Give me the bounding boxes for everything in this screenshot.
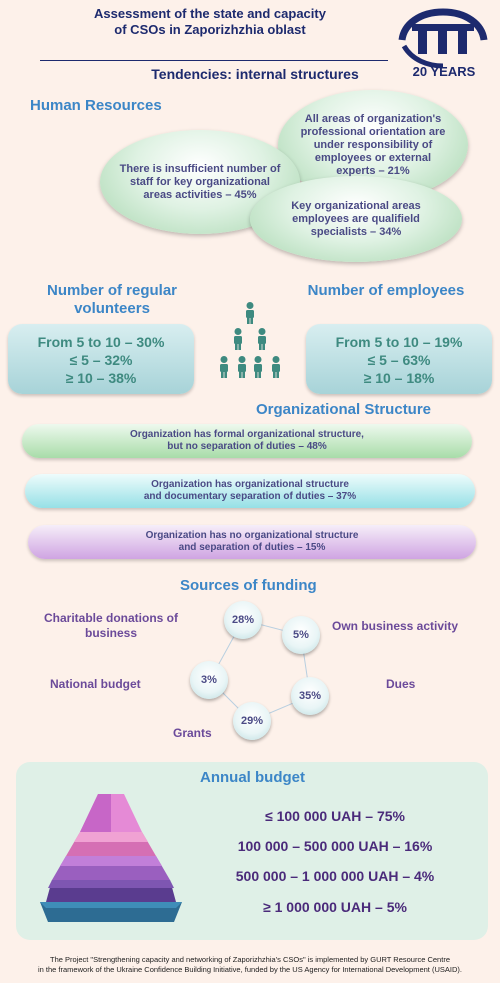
hr-bubble-qualified-text: Key organizational areas employees are qualifield specialists – 34% [291,199,421,238]
org-structure-none-line1: Organization has no organizational structure [145,530,359,541]
gurt-logo [392,6,494,78]
title-divider [40,60,388,61]
org-structure-heading: Organizational Structure [256,401,432,418]
hr-bubble-responsibility-text: All areas of organization's professional orientation are under responsibility of employees or external experts – 21% [300,112,446,177]
employees-stat-5-10: From 5 to 10 – 19% [335,334,463,350]
employees-stat-le5: ≤ 5 – 63% [367,352,431,368]
org-structure-documentary-line1: Organization has organizational structure [151,479,349,490]
page-subtitle: Tendencies: internal structures [151,66,359,82]
funding-charitable-value: 28% [231,614,255,626]
org-structure-none [28,525,476,559]
funding-dues-circle [291,677,329,715]
org-structure-formal-line1: Organization has formal organizational structure, [130,429,364,440]
footer-line-1: The Project "Strengthening capacity and networking of Zaporizhzhia's CSOs" is implemented by GURT Resource Centre [49,955,450,964]
volunteers-stat-5-10: From 5 to 10 – 30% [37,334,165,350]
funding-grants-label: Grants [173,726,212,740]
volunteers-stat-ge10: ≥ 10 – 38% [65,370,137,386]
title-line-2: of CSOs in Zaporizhzhia oblast [114,22,306,37]
funding-grants-value: 29% [240,715,264,727]
funding-dues-value: 35% [298,690,322,702]
volunteers-stat-le5: ≤ 5 – 32% [69,352,133,368]
employees-heading: Number of employees [307,282,465,299]
org-structure-none-line2: and separation of duties – 15% [178,542,326,553]
human-resources-heading: Human Resources [30,97,162,114]
funding-own-business-circle [282,616,320,654]
footer-credit [4,955,496,975]
org-structure-documentary [25,474,475,508]
funding-grants-circle [233,702,271,740]
funding-heading: Sources of funding [180,577,317,594]
annual-budget-heading: Annual budget [200,769,305,786]
org-structure-formal-line2: but no separation of duties – 48% [167,441,327,452]
funding-own-business-label: Own business activity [332,619,459,633]
budget-line-lt100k: ≤ 100 000 UAH – 75% [265,808,405,824]
logo-years-text: 20 YEARS [412,64,476,78]
funding-own-business-value: 5% [293,629,309,641]
budget-line-500k-1m: 500 000 – 1 000 000 UAH – 4% [235,868,435,884]
footer-line-2: in the framework of the Ukraine Confidence Building Initiative, funded by the US Agency for International Development (USAID). [38,965,462,974]
title-line-1: Assessment of the state and capacity [94,6,326,21]
funding-national-budget-circle [190,661,228,699]
employees-stats [306,333,492,387]
org-structure-documentary-line2: and documentary separation of duties – 37% [143,491,357,502]
volunteers-heading: Number of regular volunteers [46,282,178,317]
funding-national-budget-value: 3% [201,674,217,686]
funding-dues-label: Dues [386,677,416,691]
org-structure-formal [22,424,472,458]
volunteers-stats [8,333,194,387]
funding-national-budget-label: National budget [50,677,141,691]
funding-charitable-label: Charitable donations of business [43,611,178,640]
budget-line-gt1m: ≥ 1 000 000 UAH – 5% [263,899,407,915]
people-hierarchy-icon [212,300,288,384]
budget-line-100k-500k: 100 000 – 500 000 UAH – 16% [237,838,433,854]
hr-bubble-insufficient-text: There is insufficient number of staff for key organizational areas activities – 45% [119,162,281,201]
hr-bubble-qualified [250,176,462,262]
employees-stat-ge10: ≥ 10 – 18% [363,370,435,386]
funding-charitable-circle [224,601,262,639]
page-title [40,6,380,38]
budget-pyramid-graphic [36,792,186,926]
